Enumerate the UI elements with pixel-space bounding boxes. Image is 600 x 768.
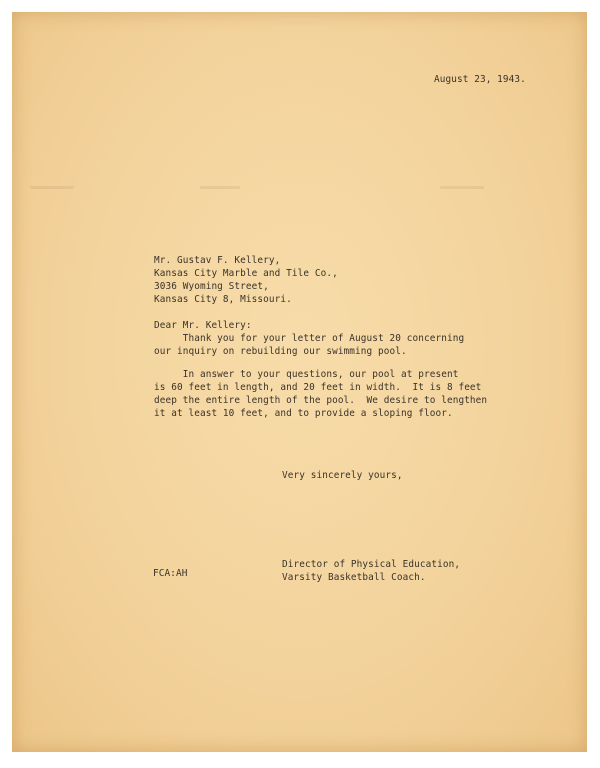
signature-title-line: Varsity Basketball Coach. <box>282 572 426 583</box>
letter-date: August 23, 1943. <box>434 74 526 85</box>
paragraph-line: is 60 feet in length, and 20 feet in width. It is 8 feet <box>154 382 482 393</box>
letter-page <box>12 12 587 752</box>
signature-title-line: Director of Physical Education, <box>282 559 461 570</box>
closing: Very sincerely yours, <box>282 470 403 481</box>
bleed-through-mark <box>30 186 74 189</box>
paragraph-line: it at least 10 feet, and to provide a sloping floor. <box>154 408 453 419</box>
recipient-line: Mr. Gustav F. Kellery, <box>154 255 281 266</box>
paragraph-line: deep the entire length of the pool. We desire to lengthen <box>154 395 488 406</box>
recipient-line: Kansas City 8, Missouri. <box>154 294 292 305</box>
paragraph-line: Thank you for your letter of August 20 concerning <box>154 333 465 344</box>
reference-initials: FCA:AH <box>153 568 188 579</box>
paragraph-line: our inquiry on rebuilding our swimming pool. <box>154 346 407 357</box>
paragraph-line: In answer to your questions, our pool at present <box>154 369 459 380</box>
recipient-line: 3036 Wyoming Street, <box>154 281 269 292</box>
bleed-through-mark <box>440 186 484 189</box>
salutation: Dear Mr. Kellery: <box>154 320 252 331</box>
recipient-line: Kansas City Marble and Tile Co., <box>154 268 338 279</box>
bleed-through-mark <box>200 186 240 189</box>
